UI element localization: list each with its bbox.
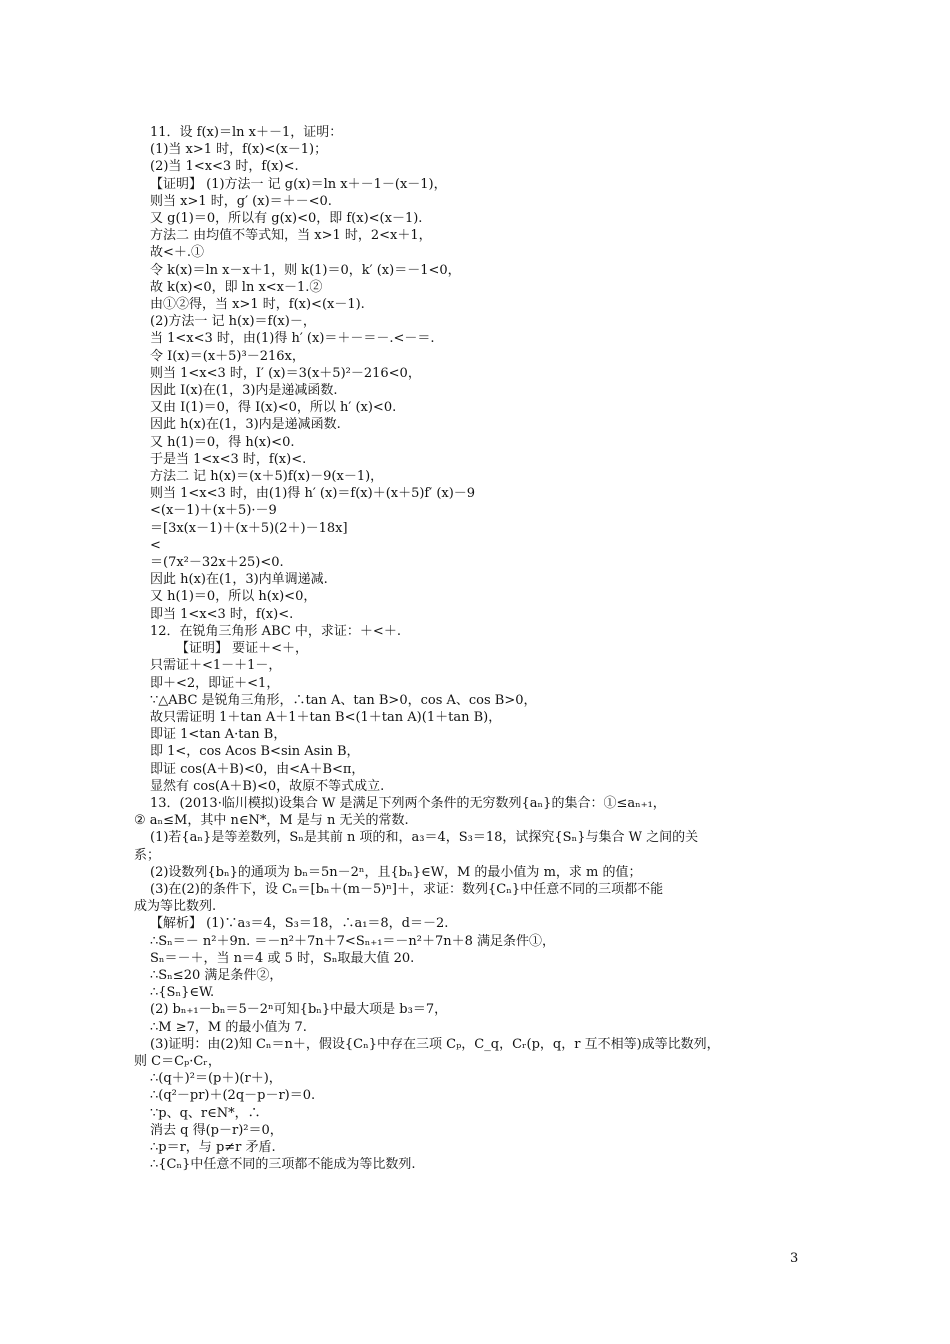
text-line: (3)在(2)的条件下，设 Cₙ＝[bₙ＋(m－5)ⁿ]＋，求证：数列{Cₙ}中任意不同的三项都不能 <box>150 881 664 897</box>
text-line: 又 h(1)＝0，所以 h(x)<0， <box>150 589 317 605</box>
text-line: 则 C＝Cₚ·Cᵣ， <box>134 1053 221 1069</box>
text-line: 系； <box>134 847 161 863</box>
text-line: (2) bₙ₊₁－bₙ＝5－2ⁿ可知{bₙ}中最大项是 b₃＝7， <box>150 1002 448 1018</box>
text-line: 13．(2013·临川模拟)设集合 W 是满足下列两个条件的无穷数列{aₙ}的集合：①≤aₙ₊₁， <box>150 795 666 811</box>
text-line: 则当 x>1 时，g′ (x)＝＋－<0. <box>150 193 332 209</box>
text-line: 即证 1<tan A·tan B， <box>150 727 287 743</box>
text-line: ∵△ABC 是锐角三角形，∴tan A、tan B>0，cos A、cos B>0， <box>150 692 537 708</box>
text-line: ∴p＝r，与 p≠r 矛盾. <box>150 1139 276 1155</box>
text-line: 显然有 cos(A＋B)<0，故原不等式成立. <box>150 778 385 794</box>
text-line: ∵p、q、r∈N*，∴ <box>150 1105 261 1121</box>
text-line: ∴(q²－pr)＋(2q－p－r)＝0. <box>150 1088 316 1104</box>
text-line: (2)方法一 记 h(x)＝f(x)－， <box>150 314 316 330</box>
text-line: (3)证明：由(2)知 Cₙ＝n＋，假设{Cₙ}中存在三项 Cₚ，C_q，Cᵣ(p，q，r 互不相等)成等比数列， <box>150 1036 720 1052</box>
text-line: 消去 q 得(p－r)²＝0， <box>150 1122 283 1138</box>
text-line: (2)设数列{bₙ}的通项为 bₙ＝5n－2ⁿ，且{bₙ}∈W，M 的最小值为 m，求 m 的值； <box>150 864 642 880</box>
text-line: 方法二 记 h(x)＝(x＋5)f(x)－9(x－1)， <box>150 469 384 485</box>
text-line: 【解析】 (1)∵a₃＝4，S₃＝18，∴a₁＝8，d＝－2. <box>150 916 449 932</box>
text-line: 只需证＋<1－＋1－， <box>150 658 282 674</box>
text-line: (2)当 1<x<3 时，f(x)<. <box>150 159 299 175</box>
text-line: 11．设 f(x)＝ln x＋－1，证明： <box>150 125 343 140</box>
text-line: <(x－1)＋(x＋5)·－9 <box>150 503 277 519</box>
text-line: ∴{Cₙ}中任意不同的三项都不能成为等比数列. <box>150 1157 416 1173</box>
text-line: (1)当 x>1 时，f(x)<(x－1)； <box>150 142 328 158</box>
text-line: 则当 1<x<3 时，I′ (x)＝3(x＋5)²－216<0， <box>150 365 421 381</box>
text-line: 故<＋.① <box>150 245 205 261</box>
text-line: 又 g(1)＝0，所以有 g(x)<0，即 f(x)<(x－1). <box>150 211 423 227</box>
text-line: ② aₙ≤M，其中 n∈N*，M 是与 n 无关的常数. <box>134 813 409 829</box>
text-line: ＝[3x(x－1)＋(x＋5)(2＋)－18x] <box>150 520 348 536</box>
text-line: 当 1<x<3 时，由(1)得 h′ (x)＝＋－＝－.<－＝. <box>150 331 435 347</box>
text-line: 12．在锐角三角形 ABC 中，求证：＋<＋. <box>150 623 401 639</box>
text-line: 故 k(x)<0，即 ln x<x－1.② <box>150 279 323 295</box>
text-line: 故只需证明 1＋tan A＋1＋tan B<(1＋tan A)(1＋tan B)， <box>150 709 502 725</box>
text-line: 于是当 1<x<3 时，f(x)<. <box>150 451 307 467</box>
text-line: 即当 1<x<3 时，f(x)<. <box>150 606 294 622</box>
text-line: 即证 cos(A＋B)<0，由<A＋B<π， <box>150 761 365 777</box>
page-number: 3 <box>790 1251 799 1266</box>
text-line: 方法二 由均值不等式知，当 x>1 时，2<x＋1， <box>150 228 432 244</box>
text-line: ∴{Sₙ}∈W. <box>150 985 215 1001</box>
text-line: 【证明】 要证＋<＋， <box>176 641 309 657</box>
text-line: (1)若{aₙ}是等差数列，Sₙ是其前 n 项的和，a₃＝4，S₃＝18，试探究{Sₙ}与集合 W 之间的关 <box>150 830 699 846</box>
document-body <box>134 124 830 1173</box>
text-line: Sₙ＝－＋，当 n＝4 或 5 时，Sₙ取最大值 20. <box>150 950 415 966</box>
text-line: 因此 h(x)在(1，3)内单调递减. <box>150 572 328 588</box>
text-line: 令 k(x)＝ln x－x＋1，则 k(1)＝0，k′ (x)＝－1<0， <box>150 262 461 278</box>
text-line: 又 h(1)＝0，得 h(x)<0. <box>150 434 295 450</box>
text-line: ∴(q＋)²＝(p＋)(r＋)， <box>150 1071 282 1087</box>
text-line: 【证明】 (1)方法一 记 g(x)＝ln x＋－1－(x－1)， <box>150 176 447 192</box>
text-line: 即 1<，cos Acos B<sin Asin B， <box>150 744 360 760</box>
text-line: 因此 h(x)在(1，3)内是递减函数. <box>150 417 341 433</box>
text-line: 因此 I(x)在(1，3)内是递减函数. <box>150 383 338 399</box>
text-line: ＝(7x²－32x＋25)<0. <box>150 555 284 571</box>
text-line: 由①②得，当 x>1 时，f(x)<(x－1). <box>150 297 365 313</box>
text-line: ∴M ≥7，M 的最小值为 7. <box>150 1019 307 1035</box>
text-line: ∴Sₙ＝－ n²＋9n. ＝－n²＋7n＋7<Sₙ₊₁＝－n²＋7n＋8 满足条件①， <box>150 933 556 949</box>
text-line: 则当 1<x<3 时，由(1)得 h′ (x)＝f(x)＋(x＋5)f′ (x)－9 <box>150 486 476 502</box>
text-line: ∴Sₙ≤20 满足条件②， <box>150 967 283 983</box>
text-line: 又由 I(1)＝0，得 I(x)<0，所以 h′ (x)<0. <box>150 400 397 416</box>
text-line: 即＋<2，即证＋<1， <box>150 675 280 691</box>
text-line: 令 I(x)＝(x＋5)³－216x， <box>150 348 305 364</box>
text-line: 成为等比数列. <box>134 899 217 915</box>
text-line: < <box>150 537 161 553</box>
